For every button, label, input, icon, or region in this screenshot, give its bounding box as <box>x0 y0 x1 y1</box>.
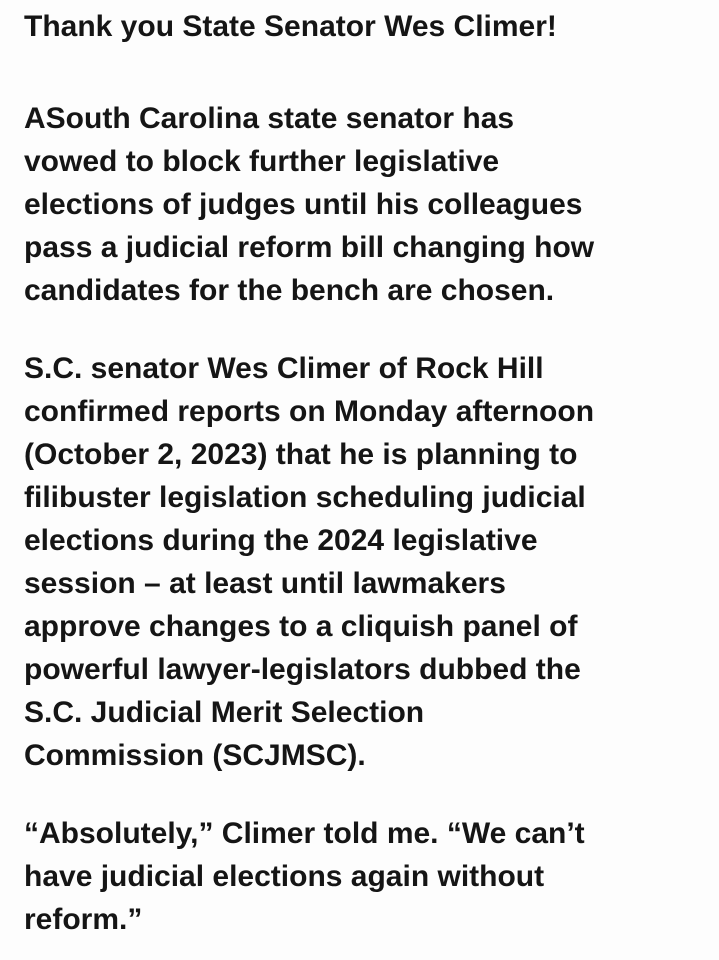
paragraph-details <box>24 347 704 777</box>
paragraph-line: vowed to block further legislative <box>24 145 500 178</box>
paragraph-quote <box>24 812 704 941</box>
paragraph-line: filibuster legislation scheduling judicial <box>24 481 586 514</box>
paragraph-line: S.C. senator Wes Climer of Rock Hill <box>24 352 544 385</box>
paragraph-line: have judicial elections again without <box>24 860 545 893</box>
paragraph-line: pass a judicial reform bill changing how <box>24 231 595 264</box>
paragraph-line: elections during the 2024 legislative <box>24 524 538 557</box>
post-headline <box>24 5 704 48</box>
paragraph-line: session – at least until lawmakers <box>24 567 506 600</box>
paragraph-line: ASouth Carolina state senator has <box>24 102 515 135</box>
paragraph-line: Commission (SCJMSC). <box>24 739 366 772</box>
paragraph-line: approve changes to a cliquish panel of <box>24 610 578 643</box>
paragraph-line: S.C. Judicial Merit Selection <box>24 696 425 729</box>
paragraph-line: “Absolutely,” Climer told me. “We can’t <box>24 817 585 850</box>
paragraph-line: confirmed reports on Monday afternoon <box>24 395 595 428</box>
paragraph-line: reform.” <box>24 903 143 936</box>
headline-line: Thank you State Senator Wes Climer! <box>24 10 557 43</box>
paragraph-line: candidates for the bench are chosen. <box>24 274 555 307</box>
paragraph-line: powerful lawyer-legislators dubbed the <box>24 653 581 686</box>
paragraph-line: elections of judges until his colleagues <box>24 188 583 221</box>
paragraph-line: (October 2, 2023) that he is planning to <box>24 438 578 471</box>
paragraph-intro <box>24 97 704 312</box>
